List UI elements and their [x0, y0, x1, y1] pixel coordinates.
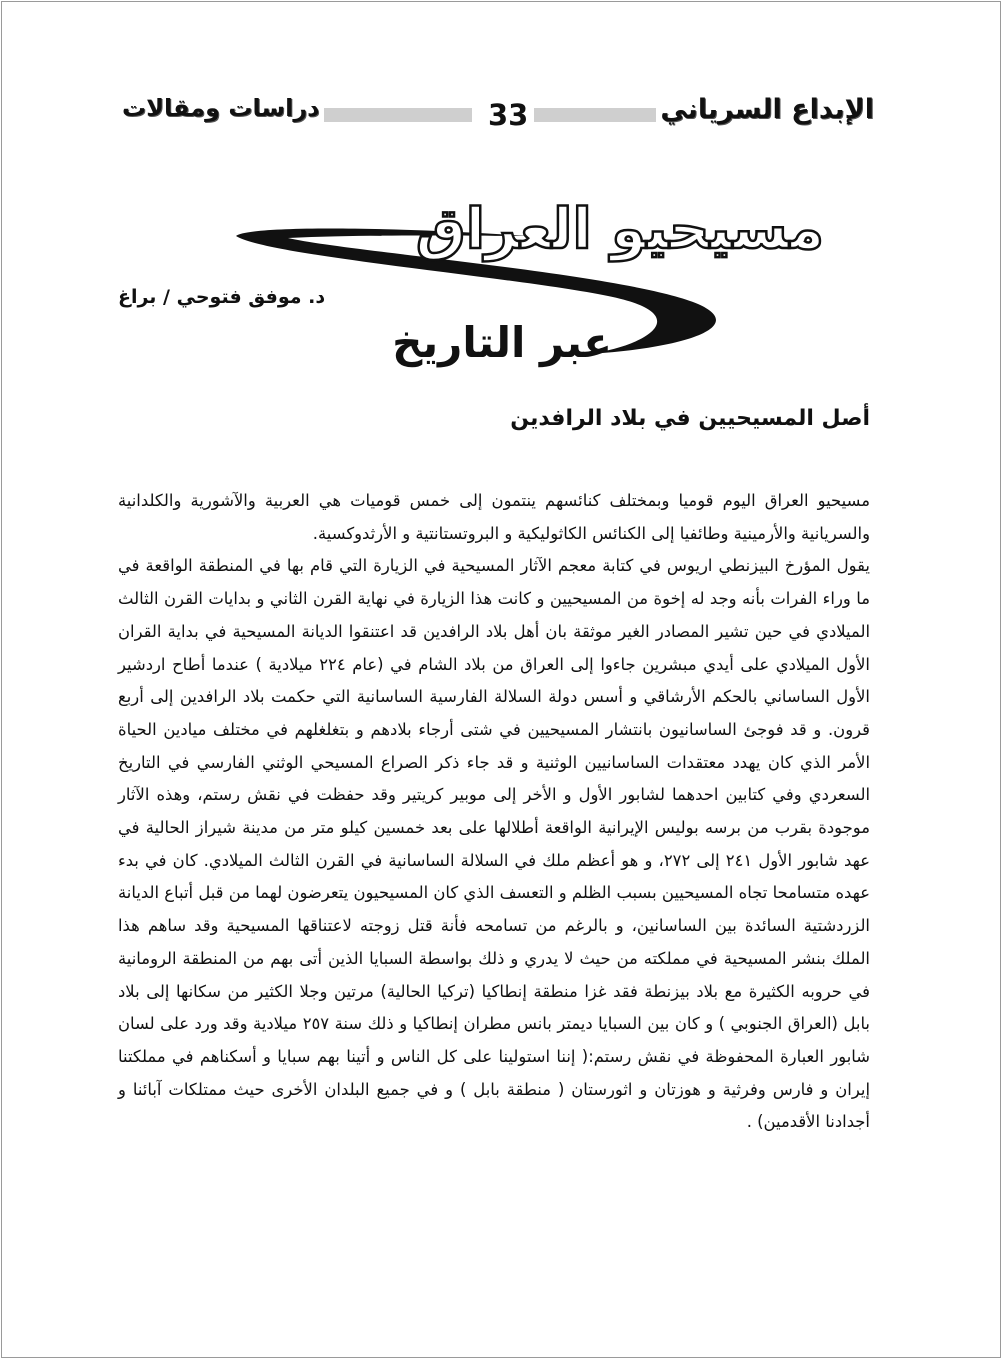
paragraph-1: مسيحيو العراق اليوم قوميا وبمختلف كنائسهم ينتمون إلى خمس قوميات هي العربية والآشورية والكلدانية والسريانية والأرمينية وطائفيا إلى الكنائس الكاثوليكية و البروتستانتية و الأرثدوكسية. — [118, 491, 870, 543]
header-section-title: دراسات ومقالات — [118, 94, 324, 122]
article-title-line1: مسيحيو العراق — [415, 197, 824, 262]
article-title-line2: عبر التاريخ — [392, 318, 612, 367]
header-magazine-title: الإبداع السرياني — [656, 94, 878, 125]
page-number: 33 — [482, 98, 534, 132]
author-byline: د. موفق فتوحي / براغ — [118, 286, 326, 308]
paragraph-2: يقول المؤرخ البيزنطي اريوس في كتابة معجم الآثار المسيحية في الزيارة التي قام بها في المنطقة الواقعة في ما وراء الفرات بأنه وجد له إخوة من المسيحيين و كانت هذا الزيارة في نهاية القرن الثاني و بدايات القرن الثالث الميلادي في حين تشير المصادر الغير موثقة بان أهل بلاد الرافدين قد اعتنقوا الديانة المسيحية في بداية القران الأول الميلادي على أيدي مبشرين جاءوا إلى العراق من بلاد الشام في (عام ٢٢٤ ميلادية ) عندما أطاح اردشير الأول الساساني بالحكم الأرشاقي و أسس دولة السلالة الفارسية الساسانية التي حكمت بلاد الرافدين إلى أربع قرون. و قد فوجئ الساسانيون بانتشار المسيحيين في شتى أرجاء بلادهم و بتغلغلهم في مختلف ميادين الحياة الأمر الذي كان يهدد معتقدات الساسانيين الوثنية و قد جاء ذكر الصراع المسيحي الوثني الفارسي في التاريخ السعردي وفي كتابين احدهما لشابور الأول و الأخر إلى موبير كريتير وقد حفظت في نقش رستم، وهذه الآثار موجودة بقرب من برسه بوليس الإيرانية الواقعة أطلالها على بعد خمسين كيلو متر من مدينة شيراز الحالية في عهد شابور الأول ٢٤١ إلى ٢٧٢، و هو أعظم ملك في السلالة الساسانية في القرن الثالث الميلادي. كان في بدء عهده متسامحا تجاه المسيحيين بسبب الظلم و التعسف الذي كان المسيحيون يتعرضون لهما من قبل أتباع الديانة الزردشتية السائدة بين الساسانين، و بالرغم من تسامحه فأنة قتل زوجته لاعتناقها المسيحية وقد ساهم هذا الملك بنشر المسيحية في مملكته من حيث لا يدري و ذلك بواسطة السبايا الذين أتى بهم من المنطقة الرومانية في حروبه الكثيرة مع بلاد بيزنطة فقد غزا منطقة إنطاكيا (تركيا الحالية) مرتين وجلا الكثير من سكانها إلى بلاد بابل (العراق الجنوبي ) و كان بين السبايا ديمتر بانس مطران إنطاكيا و ذلك سنة ٢٥٧ ميلادية وقد ورد على لسان شابور العبارة المحفوظة في نقش رستم:( إننا استولينا على كل الناس و أتينا بهم سبايا و أسكناهم في مملكتنا إيران و فارس وفرثية و هوزتان و اثورستان ( منطقة بابل ) و في جميع البلدان الأخرى حيث ممتلكات آبائنا و أجدادنا الأقدمين) . — [118, 556, 870, 1132]
article-body — [118, 485, 870, 1275]
section-heading: أصل المسيحيين في بلاد الرافدين — [510, 406, 870, 431]
